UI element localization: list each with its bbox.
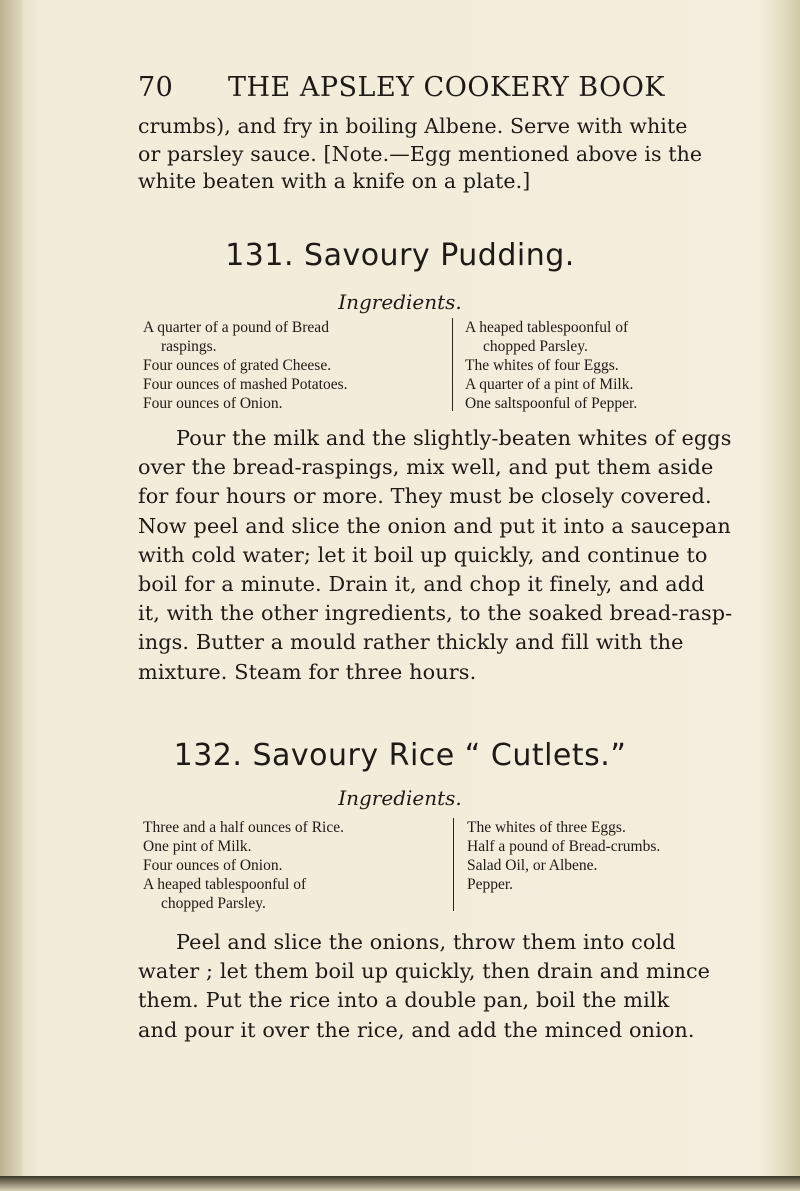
ingredients-left-column (143, 318, 347, 413)
ingredient-item: One saltspoonful of Pepper. (465, 395, 638, 412)
ingredient-item: Three and a half ounces of Rice. (143, 819, 344, 836)
ingredient-item: chopped Parsley. (483, 338, 588, 355)
text-line: boil for a minute. Drain it, and chop it finely, and add (138, 572, 705, 597)
text-line: over the bread-raspings, mix well, and put them aside (138, 455, 714, 480)
column-divider (452, 318, 453, 411)
ingredient-item: Four ounces of Onion. (143, 857, 283, 874)
text-line: with cold water; let it boil up quickly, and continue to (138, 542, 708, 567)
ingredient-item: Pepper. (467, 876, 514, 893)
text-line: them. Put the rice into a double pan, boil the milk (138, 988, 670, 1013)
ingredient-item: Four ounces of grated Cheese. (143, 357, 332, 374)
ingredients-heading: Ingredients. (338, 290, 462, 314)
column-divider (453, 818, 454, 911)
text-line: and pour it over the rice, and add the minced onion. (138, 1017, 695, 1042)
text-line: Now peel and slice the onion and put it into a saucepan (138, 513, 731, 538)
ingredients-heading: Ingredients. (338, 786, 462, 810)
text-line: crumbs), and fry in boiling Albene. Serve with white (138, 114, 688, 138)
ingredient-item: chopped Parsley. (161, 895, 266, 912)
ingredient-item: One pint of Milk. (143, 838, 252, 855)
text-line: or parsley sauce. [Note.—Egg mentioned above is the (138, 141, 703, 166)
text-line: water ; let them boil up quickly, then drain and mince (138, 959, 711, 984)
ingredient-item: Half a pound of Bread-crumbs. (467, 838, 661, 855)
ingredients-right-column (465, 318, 637, 413)
ingredient-item: Four ounces of Onion. (143, 395, 283, 412)
text-line: Pour the milk and the slightly-beaten whites of eggs (176, 426, 732, 450)
ingredient-item: A heaped tablespoonful of (465, 319, 629, 336)
ingredient-item: A heaped tablespoonful of (143, 876, 307, 893)
text-line: it, with the other ingredients, to the soaked bread-rasp- (138, 601, 733, 626)
recipe-title: 131. Savoury Pudding. (225, 238, 575, 273)
running-head (138, 72, 698, 103)
ingredient-item: The whites of three Eggs. (467, 819, 626, 836)
ingredient-item: A quarter of a pint of Milk. (465, 376, 634, 393)
text-line: Peel and slice the onions, throw them into cold (176, 930, 676, 954)
text-line: for four hours or more. They must be closely covered. (138, 484, 712, 509)
recipe-title: 132. Savoury Rice “ Cutlets.” (173, 738, 627, 773)
method-paragraph (138, 928, 738, 1045)
ingredient-item: The whites of four Eggs. (465, 357, 619, 374)
ingredient-item: raspings. (161, 338, 217, 355)
text-line: white beaten with a knife on a plate.] (138, 169, 531, 193)
page-gutter-shadow (0, 0, 22, 1191)
text-line: ings. Butter a mould rather thickly and fill with the (138, 630, 684, 655)
method-paragraph (138, 424, 738, 687)
text-line: mixture. Steam for three hours. (138, 659, 477, 684)
page-bottom-edge (0, 1176, 800, 1191)
carryover-paragraph (138, 113, 738, 196)
ingredient-item: Salad Oil, or Albene. (467, 857, 598, 874)
ingredient-item: Four ounces of mashed Potatoes. (143, 376, 348, 393)
ingredient-item: A quarter of a pound of Bread (143, 319, 329, 336)
book-title: THE APSLEY COOKERY BOOK (228, 72, 666, 103)
ingredients-left-column (143, 818, 344, 913)
ingredients-right-column (467, 818, 660, 894)
page-number: 70 (138, 72, 174, 103)
